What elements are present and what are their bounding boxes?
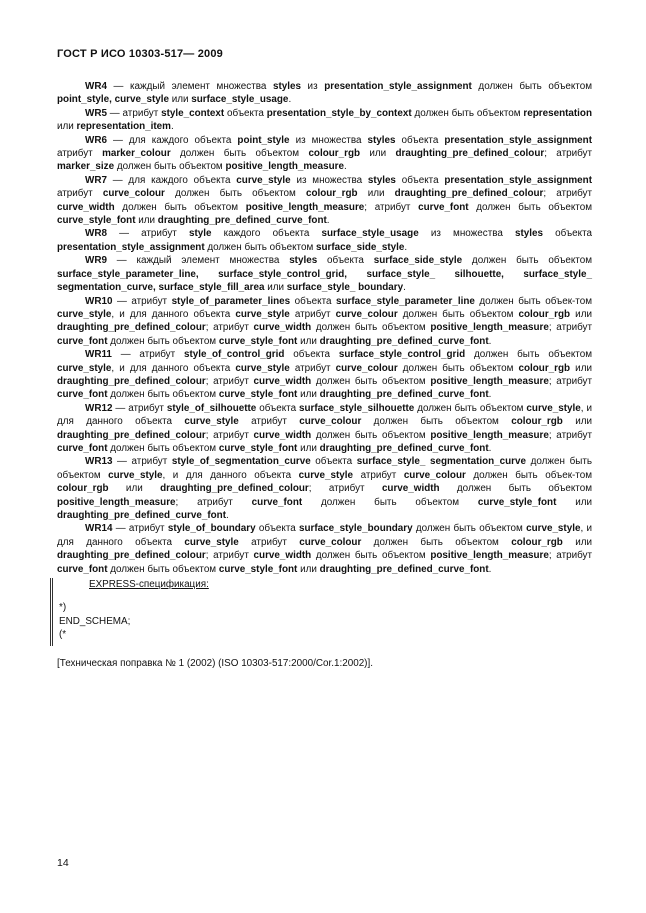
paragraph-text: должен быть объектом [465,349,592,361]
paragraph-text: атрибут [238,416,300,428]
entity-term: draughting_pre_defined_colour [57,322,206,334]
paragraph-text: . [488,442,492,454]
paragraph-text: должен быть объектом [397,308,519,320]
entity-term: styles [272,81,301,92]
entity-term: curve_style_font [218,389,298,401]
entity-term: style [188,228,212,240]
entity-term: draughting_pre_defined_curve_font [319,563,489,575]
rule-paragraph [57,227,592,254]
paragraph-text: — каждый элемент множества [106,81,273,92]
technical-correction-note: [Техническая поправка № 1 (2002) (ISO 10303-517:2000/Cor.1:2002)]. [57,658,373,669]
paragraph-text: , и для данного объекта [111,308,236,320]
entity-term: surface_style_ boundary [286,282,404,294]
paragraph-text: или [297,442,320,454]
code-line: (* [59,629,67,641]
paragraph-text: объекта [543,228,592,240]
entity-term: draughting_pre_defined_colour [160,483,309,495]
paragraph-text: объекта [256,402,299,414]
paragraph-text: должен быть объектом [107,389,219,401]
entity-term: WR14 [85,523,113,535]
paragraph-text: ; атрибут [175,496,252,508]
entity-term: representation_item [76,121,171,133]
rule-paragraph [57,455,592,522]
entity-term: style_of_control_grid [183,349,285,361]
rule-paragraph [57,295,592,349]
entity-term: style_context [161,107,225,119]
paragraph-text: должен быть объек-том [465,469,593,481]
paragraph-text: должен быть объектом [164,188,306,200]
paragraph-text: должен быть объектом [411,107,524,119]
paragraph-text: , и для данного объекта [162,469,299,481]
entity-term: curve_colour [403,469,466,481]
paragraph-text: должен быть объектом [170,148,309,160]
entity-term: curve_width [253,322,312,334]
entity-term: styles [289,255,318,267]
paragraph-text: должен быть объектом [361,536,512,548]
rule-paragraph [57,402,592,456]
paragraph-text: . [488,335,492,347]
page-header: ГОСТ Р ИСО 10303-517— 2009 [57,48,224,60]
entity-term: draughting_pre_defined_curve_font [319,389,489,401]
entity-term: draughting_pre_defined_curve_font [319,442,489,454]
entity-term: curve_style [57,308,112,320]
entity-term: curve_width [57,201,115,213]
entity-term: curve_width [253,375,312,387]
entity-term: curve_width [253,429,312,441]
paragraph-text: или [297,389,320,401]
entity-term: colour_rgb [57,483,109,495]
paragraph-text: — атрибут [112,523,168,535]
entity-term: surface_style_usage [191,94,289,106]
express-code [59,601,599,641]
entity-term: positive_length_measure [225,161,345,173]
entity-term: colour_rgb [518,308,571,320]
paragraph-text: . [288,94,292,106]
entity-term: curve_font [57,389,108,401]
paragraph-text: ; атрибут [543,188,592,200]
paragraph-text: должен быть объектом [107,563,219,575]
paragraph-text: должен быть объектом [302,496,478,508]
entity-term: presentation_style_assignment [444,134,592,146]
entity-term: colour_rgb [518,362,571,374]
paragraph-text: или [357,188,395,200]
paragraph-text: объекта [284,349,339,361]
entity-term: surface_style_control_grid [338,349,466,361]
express-block [50,578,599,646]
paragraph-text: — атрибут [112,295,172,307]
entity-term: draughting_pre_defined_colour [57,429,206,441]
entity-term: curve_font [251,496,303,508]
entity-term: curve_font [57,335,108,347]
paragraph-text: каждого объекта [211,228,322,240]
entity-term: style_of_parameter_lines [171,295,291,307]
paragraph-text: ; атрибут [548,429,592,441]
entity-term: draughting_pre_defined_colour [395,148,545,160]
entity-term: WR8 [85,228,107,240]
entity-term: surface_style_boundary [299,523,413,535]
paragraph-text: атрибут [238,536,300,548]
entity-term: WR6 [85,134,107,146]
paragraph-text: ; атрибут [544,148,592,160]
paragraph-text: должен быть объектом [311,322,431,334]
paragraph-text: или [360,148,396,160]
paragraph-text: из [300,81,325,92]
paragraph-text: или [562,416,593,428]
express-heading: EXPRESS-спецификация: [89,579,209,590]
entity-term: marker_size [57,161,115,173]
paragraph-text: объекта [310,456,357,468]
page-number: 14 [57,857,69,869]
paragraph-text: или [570,362,592,374]
paragraph-text: — атрибут [111,349,184,361]
entity-term: colour_rgb [305,188,358,200]
entity-term: positive_length_measure [57,496,176,508]
paragraph-text: объекта [317,255,374,267]
entity-term: curve_style_font [477,496,557,508]
paragraph-text: или [562,536,593,548]
paragraph-text: объекта [395,174,445,186]
entity-term: curve_style_font [218,335,298,347]
entity-term: surface_style_usage [321,228,419,240]
entity-term: point_style, curve_style [57,94,169,106]
entity-term: WR12 [85,402,113,414]
entity-term: surface_style_silhouette [299,402,415,414]
rule-paragraph [57,174,592,228]
paragraph-text: ; атрибут [205,550,254,562]
entity-term: presentation_style_assignment [57,241,205,253]
entity-term: positive_length_measure [430,550,549,562]
paragraph-text: или [168,94,192,106]
entity-term: WR11 [85,349,112,361]
entity-term: style_of_silhouette [166,402,257,414]
paragraph-text: ; атрибут [308,483,382,495]
entity-term: surface_side_style [316,241,405,253]
entity-term: colour_rgb [308,148,361,160]
entity-term: presentation_style_by_context [266,107,412,119]
entity-term: styles [367,134,396,146]
entity-term: curve_colour [335,308,398,320]
paragraph-text: — для каждого объекта [106,134,238,146]
paragraph-text: должен быть объектом [468,201,592,213]
paragraph-text: . [226,510,229,521]
paragraph-text: должен быть объектом [204,241,316,253]
paragraph-text: объекта [290,295,336,307]
paragraph-text: атрибут [57,188,103,200]
entity-term: curve_style [235,308,290,320]
paragraph-text: ; атрибут [205,375,254,387]
paragraph-text: должен быть объектом [107,442,219,454]
paragraph-text: атрибут [289,362,336,374]
paragraph-text: . [488,389,492,401]
paragraph-text: должен быть объектом [439,483,592,495]
paragraph-text: или [108,483,161,495]
paragraph-text: объекта [255,523,299,535]
paragraph-text: . [326,215,330,227]
entity-term: WR9 [85,255,107,267]
paragraph-text: — атрибут [112,456,172,468]
code-line: *) [59,602,67,614]
paragraph-text: атрибут [353,469,404,481]
entity-term: curve_font [57,563,108,575]
entity-term: curve_style_font [218,563,298,575]
rule-paragraph [57,80,592,107]
entity-term: surface_style_ segmentation_curve [356,456,527,468]
entity-term: WR4 [85,81,107,92]
entity-term: surface_style_parameter_line [336,295,475,307]
entity-term: curve_style_font [57,215,136,227]
entity-term: surface_style_parameter_line, surface_style_control_grid, surface_style_ silhouette, surface_style_ segmentation_curve, surface_style_fill_area [57,268,592,294]
entity-term: curve_colour [335,362,398,374]
paragraph-text: , и для данного объекта [111,362,236,374]
entity-term: curve_style [526,523,581,535]
entity-term: curve_font [418,201,469,213]
entity-term: colour_rgb [511,416,563,428]
paragraph-text: должен быть объектом [107,335,219,347]
entity-term: curve_style [526,402,581,414]
entity-term: draughting_pre_defined_colour [57,375,206,387]
paragraph-text: атрибут [289,308,336,320]
entity-term: styles [367,174,396,186]
paragraph-text: или [570,308,592,320]
rule-paragraph [57,348,592,402]
paragraph-text: ; атрибут [548,550,592,562]
entity-term: positive_length_measure [430,375,549,387]
entity-term: curve_colour [299,416,362,428]
paragraph-text: из множества [289,134,368,146]
paragraph-text: — для каждого объекта [106,174,237,186]
paragraph-text: — атрибут [112,402,167,414]
entity-term: positive_length_measure [245,201,365,213]
rule-paragraph [57,254,592,294]
paragraph-text: объекта [224,107,267,119]
entity-term: curve_style [236,174,291,186]
entity-term: curve_style [298,469,354,481]
paragraph-text: должен быть объектом [311,429,431,441]
entity-term: surface_side_style [373,255,463,267]
entity-term: style_of_boundary [167,523,256,535]
paragraph-text: должен быть объектом [114,161,226,173]
paragraph-text: . [488,563,492,575]
paragraph-text: — атрибут [106,228,189,240]
paragraph-text: из множества [418,228,516,240]
paragraph-text: ; атрибут [205,429,254,441]
paragraph-text: , и для данного объекта [57,402,592,428]
entity-term: styles [515,228,544,240]
entity-term: WR7 [85,174,107,186]
paragraph-text: должен быть объек-том [474,295,592,307]
paragraph-text: , и для данного объекта [57,523,592,548]
entity-term: curve_style [184,416,239,428]
entity-term: curve_width [381,483,440,495]
paragraph-text: или [297,335,320,347]
paragraph-text: — каждый элемент множества [106,255,290,267]
entity-term: draughting_pre_defined_curve_font [157,215,327,227]
paragraph-text: ; атрибут [548,322,592,334]
paragraph-text: ; атрибут [548,375,592,387]
paragraph-text: должен быть объектом [311,550,431,562]
paragraph-text: объекта [395,134,445,146]
entity-term: curve_style [235,362,290,374]
paragraph-text: должен быть объектом [414,402,527,414]
paragraph-text: должен быть объектом [57,456,592,481]
entity-term: curve_colour [299,536,362,548]
paragraph-text: должен быть объектом [397,362,519,374]
entity-term: marker_colour [102,148,171,160]
entity-term: representation [523,107,592,119]
entity-term: style_of_segmentation_curve [171,456,311,468]
entity-term: presentation_style_assignment [444,174,592,186]
entity-term: draughting_pre_defined_curve_font [319,335,489,347]
entity-term: presentation_style_assignment [324,81,472,92]
entity-term: WR5 [85,107,107,119]
paragraph-text: атрибут [57,148,103,160]
paragraph-text: или [297,563,320,575]
paragraph-text: должен быть объектом [311,375,431,387]
rule-paragraph [57,107,592,134]
paragraph-text: или [556,496,593,508]
entity-term: curve_style_font [218,442,298,454]
entity-term: curve_style [184,536,239,548]
paragraph-text: . [344,161,347,173]
entity-term: curve_width [253,550,312,562]
paragraph-text: должен быть объектом [114,201,246,213]
paragraph-text: ; атрибут [205,322,254,334]
rules-text [57,80,592,576]
paragraph-text: ; атрибут [364,201,419,213]
paragraph-text: . [170,121,174,133]
paragraph-text: должен быть объектом [471,81,592,92]
entity-term: colour_rgb [511,536,563,548]
entity-term: draughting_pre_defined_colour [57,550,206,562]
entity-term: draughting_pre_defined_curve_font [57,510,226,521]
entity-term: point_style [237,134,290,146]
paragraph-text: или [57,121,77,133]
entity-term: curve_font [57,442,108,454]
paragraph-text: или [264,282,287,294]
paragraph-text: или [135,215,158,227]
paragraph-text: должен быть объектом [361,416,512,428]
paragraph-text: . [403,282,406,294]
entity-term: WR10 [85,295,113,307]
entity-term: positive_length_measure [430,429,549,441]
entity-term: WR13 [85,456,113,468]
entity-term: draughting_pre_defined_colour [394,188,544,200]
rule-paragraph [57,134,592,174]
entity-term: curve_colour [102,188,165,200]
paragraph-text: — атрибут [106,107,162,119]
entity-term: positive_length_measure [430,322,549,334]
paragraph-text: должен быть объектом [412,523,527,535]
entity-term: curve_style [108,469,163,481]
paragraph-text: . [404,241,408,253]
paragraph-text: должен быть объектом [462,255,592,267]
rule-paragraph [57,522,592,576]
entity-term: curve_style [57,362,112,374]
paragraph-text: из множества [290,174,368,186]
code-line: END_SCHEMA; [59,615,131,627]
